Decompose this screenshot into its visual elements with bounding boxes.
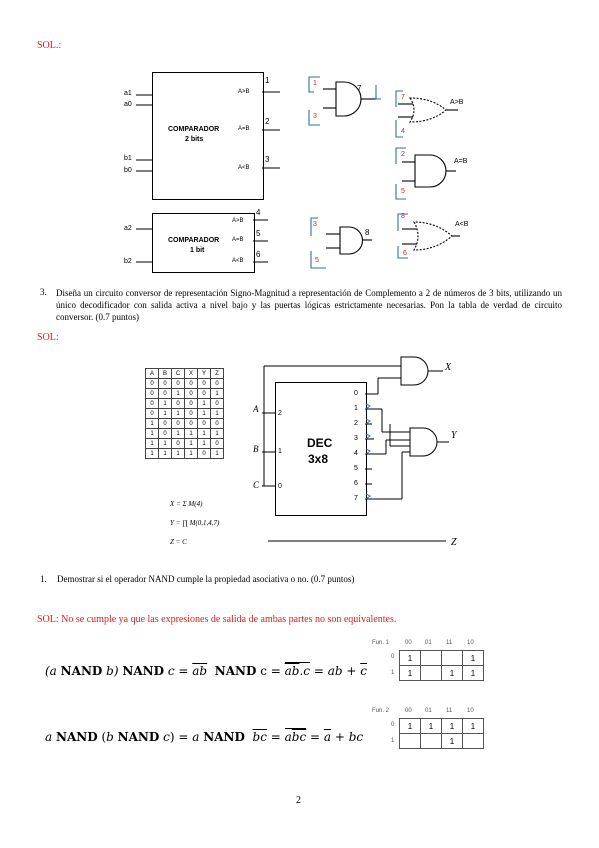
input-label-b0: b0	[124, 167, 132, 174]
output-label-lt-1bit: A<B	[232, 258, 244, 264]
tt-cell: 1	[211, 389, 224, 399]
equation-x: X = Σ M(4)	[170, 500, 203, 508]
tt-cell: 1	[185, 439, 198, 449]
pin-label-3: 3	[265, 155, 270, 164]
gate-input-5b: 5	[315, 257, 319, 264]
kmap-1-col-10: 10	[467, 640, 474, 646]
decoder-out-pin-4: 4	[354, 450, 358, 457]
pin-label-4: 4	[256, 208, 261, 217]
tt-cell: 0	[159, 429, 172, 439]
kmap-1-row-0: 0	[391, 654, 395, 660]
decoder-input-b: B	[253, 444, 259, 454]
kmap-2-col-01: 01	[425, 708, 432, 714]
tt-cell: 0	[146, 389, 159, 399]
kmap-cell: 1	[400, 651, 421, 666]
tt-cell: 1	[211, 429, 224, 439]
solution-label-3: SOL: No se cumple ya que las expresiones de salida de ambas partes no son equivalentes.	[37, 614, 397, 625]
gate-output-lt: A<B	[455, 221, 469, 228]
comparator-1bit-subtitle: 1 bit	[190, 247, 205, 254]
input-label-a2: a2	[124, 225, 132, 232]
output-label-lt: A<B	[238, 165, 250, 171]
kmap-cell: 1	[442, 719, 463, 734]
gate-output-8: 8	[365, 228, 370, 237]
tt-cell: 1	[159, 399, 172, 409]
tt-cell: 1	[146, 429, 159, 439]
tt-cell: 1	[172, 449, 185, 459]
decoder-out-pin-1: 1	[354, 405, 358, 412]
question-1-text: Demostrar si el operador NAND cumple la propiedad asociativa o no. (0.7 puntos)	[57, 574, 355, 584]
question-3-text: Diseña un circuito conversor de representación Signo-Magnitud a representación de Complemento a 2 de números de 3 bits, utilizando un único decodificador con salida activa a nivel bajo y las puertas lógicas estrictamente necesarias. Pon la tabla de verdad de circuito conversor. (0.7 puntos)	[56, 288, 562, 322]
decoder-out-pin-7: 7	[354, 495, 358, 502]
kmap-cell: 1	[400, 666, 421, 681]
kmap-1-col-01: 01	[425, 640, 432, 646]
output-label-eq: A=B	[238, 126, 250, 132]
kmap-2-corner: Fun. 2	[372, 708, 390, 714]
kmap-1	[399, 650, 484, 681]
tt-cell: 1	[185, 449, 198, 459]
kmap-cell: 1	[400, 719, 421, 734]
kmap-2-row-0: 0	[391, 722, 395, 728]
gate-input-4: 4	[401, 128, 405, 135]
output-x-label: X	[445, 362, 452, 373]
decoder-input-c: C	[253, 480, 260, 490]
kmap-1-row-1: 1	[391, 670, 395, 676]
kmap-cell: 1	[442, 666, 463, 681]
tt-cell: 0	[198, 419, 211, 429]
tt-cell: 1	[172, 409, 185, 419]
tt-cell: 0	[185, 399, 198, 409]
decoder-out-pin-6: 6	[354, 480, 358, 487]
tt-cell: 0	[185, 379, 198, 389]
output-label-gt-1bit: A>B	[232, 218, 244, 224]
kmap-2-row-1: 1	[391, 738, 395, 744]
tt-cell: 0	[211, 399, 224, 409]
pin-label-5: 5	[256, 229, 261, 238]
decoder-in-pin-0: 0	[278, 483, 282, 490]
equation-z: Z = C	[170, 538, 187, 546]
tt-cell: 0	[159, 389, 172, 399]
tt-header: Y	[198, 369, 211, 379]
tt-cell: 0	[185, 419, 198, 429]
tt-cell: 1	[172, 429, 185, 439]
output-label-eq-1bit: A=B	[232, 237, 244, 243]
input-label-b2: b2	[124, 258, 132, 265]
kmap-cell	[421, 734, 442, 749]
tt-cell: 0	[198, 389, 211, 399]
tt-cell: 0	[172, 379, 185, 389]
kmap-1-col-00: 00	[405, 640, 412, 646]
gate-input-5: 5	[401, 188, 405, 195]
tt-cell: 1	[159, 449, 172, 459]
decoder-out-pin-3: 3	[354, 435, 358, 442]
decoder-out-pin-2: 2	[354, 420, 358, 427]
tt-cell: 0	[211, 379, 224, 389]
tt-cell: 1	[198, 429, 211, 439]
pin-label-1: 1	[265, 76, 270, 85]
output-y-label: Y	[451, 430, 457, 441]
kmap-cell	[421, 651, 442, 666]
tt-cell: 1	[185, 429, 198, 439]
solution-label-1: SOL.:	[37, 40, 62, 51]
kmap-2	[399, 718, 484, 749]
tt-cell: 0	[146, 399, 159, 409]
solution-label-2: SOL:	[37, 332, 59, 343]
tt-cell: 1	[211, 449, 224, 459]
gate-output-gt: A>B	[450, 99, 464, 106]
tt-cell: 0	[159, 419, 172, 429]
gate-output-eq: A=B	[454, 158, 468, 165]
kmap-1-col-11: 11	[446, 640, 453, 646]
tt-header: C	[172, 369, 185, 379]
tt-cell: 0	[185, 409, 198, 419]
gate-input-3b: 3	[313, 221, 317, 228]
tt-cell: 1	[172, 389, 185, 399]
tt-header: Z	[211, 369, 224, 379]
tt-cell: 1	[198, 409, 211, 419]
tt-cell: 0	[146, 379, 159, 389]
decoder-input-a: A	[253, 404, 259, 414]
tt-cell: 0	[172, 419, 185, 429]
comparator-2bit-subtitle: 2 bits	[185, 136, 204, 143]
tt-cell: 1	[146, 449, 159, 459]
output-label-gt: A>B	[238, 89, 250, 95]
input-label-a1: a1	[124, 90, 132, 97]
gate-input-6: 6	[403, 250, 407, 257]
gate-output-7: 7	[357, 84, 362, 93]
page-number: 2	[296, 795, 301, 806]
equation-nand-right-assoc: a NAND (b NAND c) = a NAND $\overline{bc} = a\overline{bc} = \overline{a}$ + bc	[45, 730, 364, 744]
kmap-cell: 1	[463, 651, 484, 666]
gate-input-1: 1	[313, 80, 317, 87]
gate-input-7: 7	[401, 94, 405, 101]
tt-cell: 1	[159, 409, 172, 419]
gate-input-8: 8	[401, 213, 405, 220]
tt-cell: 1	[211, 409, 224, 419]
question-1-number: 1.	[40, 574, 47, 584]
kmap-cell	[442, 651, 463, 666]
kmap-cell	[400, 734, 421, 749]
comparator-1bit-title: COMPARADOR	[168, 237, 220, 244]
tt-header: B	[159, 369, 172, 379]
decoder-out-pin-5: 5	[354, 465, 358, 472]
tt-cell: 1	[159, 439, 172, 449]
decoder-in-pin-2: 2	[278, 410, 282, 417]
equation-nand-left-assoc: (a NAND b) NAND $c = \overline{ab}$ NAND $c = \overline{ab}.c$ = ab + $\overline{c}$	[45, 664, 367, 678]
kmap-2-col-11: 11	[446, 708, 453, 714]
decoder-out-pin-0: 0	[354, 390, 358, 397]
kmap-1-corner: Fun. 1	[372, 640, 390, 646]
decoder-subtitle: 3x8	[308, 452, 329, 466]
tt-cell: 0	[159, 379, 172, 389]
kmap-cell	[421, 666, 442, 681]
equation-y: Y = ∏ M(0,1,4,7)	[170, 519, 220, 527]
kmap-cell: 1	[463, 666, 484, 681]
pin-label-6: 6	[256, 250, 261, 259]
gate-input-3: 3	[313, 113, 317, 120]
tt-cell: 1	[198, 439, 211, 449]
tt-cell: 0	[211, 439, 224, 449]
tt-cell: 1	[146, 439, 159, 449]
kmap-2-col-10: 10	[467, 708, 474, 714]
tt-cell: 0	[172, 399, 185, 409]
tt-cell: 1	[146, 419, 159, 429]
output-z-label: Z	[451, 537, 457, 548]
question-3-number: 3.	[40, 287, 47, 297]
kmap-cell: 1	[421, 719, 442, 734]
kmap-cell	[463, 734, 484, 749]
tt-cell: 0	[211, 419, 224, 429]
gate-input-2: 2	[401, 151, 405, 158]
kmap-cell: 1	[463, 719, 484, 734]
tt-cell: 0	[172, 439, 185, 449]
pin-label-2: 2	[265, 117, 270, 126]
input-label-b1: b1	[124, 155, 132, 162]
tt-header: X	[185, 369, 198, 379]
input-label-a0: a0	[124, 101, 132, 108]
kmap-2-col-00: 00	[405, 708, 412, 714]
decoder-in-pin-1: 1	[278, 448, 282, 455]
tt-cell: 1	[198, 399, 211, 409]
comparator-2bit-title: COMPARADOR	[168, 126, 220, 133]
kmap-cell: 1	[442, 734, 463, 749]
tt-cell: 0	[198, 449, 211, 459]
tt-cell: 0	[146, 409, 159, 419]
tt-header: A	[146, 369, 159, 379]
decoder-title: DEC	[307, 436, 333, 450]
tt-cell: 0	[198, 379, 211, 389]
tt-cell: 0	[185, 389, 198, 399]
